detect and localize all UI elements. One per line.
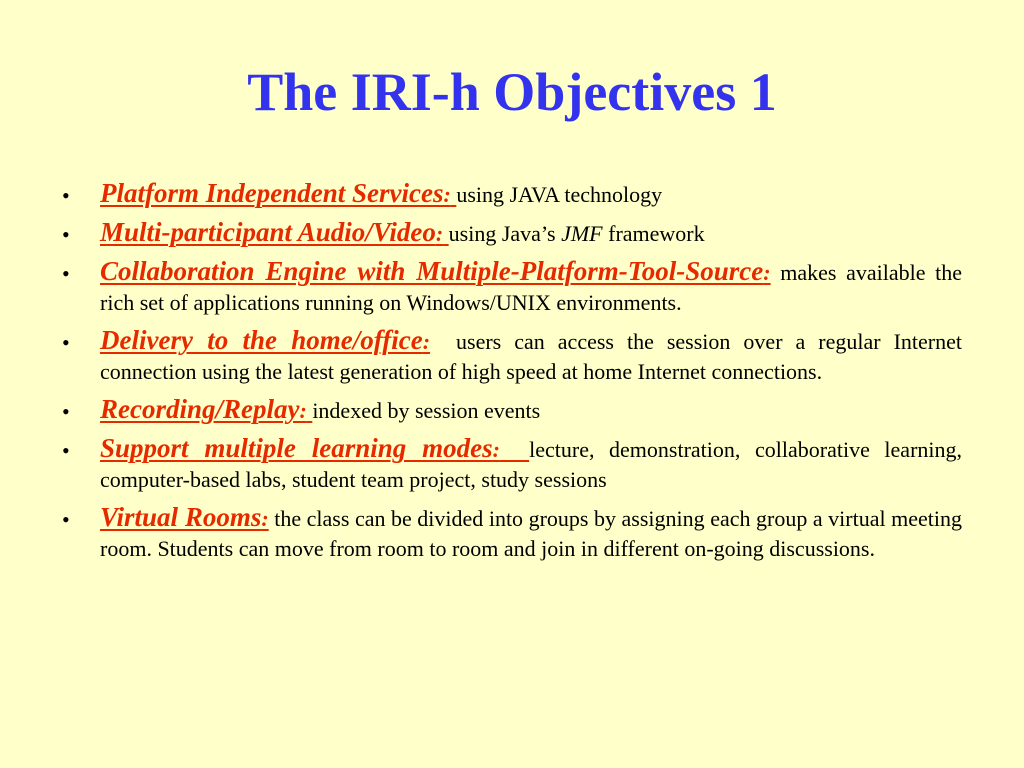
list-item bbox=[58, 217, 962, 249]
bullet-text: the class can be divided into groups by assigning each group a virtual meeting room. Students can move from room to room and join in different on-going discussions. bbox=[100, 506, 963, 561]
list-item bbox=[58, 502, 962, 564]
bullet-term: Virtual Rooms: bbox=[100, 502, 269, 532]
bullet-term: Collaboration Engine with Multiple-Platform-Tool-Source: bbox=[100, 256, 771, 286]
bullet-icon: • bbox=[62, 222, 70, 247]
bullet-text: lecture, demonstration, collaborative learning, computer-based labs, student team project, study sessions bbox=[100, 437, 963, 492]
slide-title: The IRI-h Objectives 1 bbox=[247, 62, 777, 122]
bullet-icon: • bbox=[62, 399, 70, 424]
bullet-term: Delivery to the home/office: bbox=[100, 325, 431, 355]
bullet-term: Support multiple learning modes: bbox=[100, 433, 500, 463]
bullet-icon: • bbox=[62, 330, 70, 355]
bullet-text: using Java’s JMF framework bbox=[448, 221, 705, 246]
objectives-list bbox=[58, 178, 962, 571]
bullet-icon: • bbox=[62, 261, 70, 286]
list-item bbox=[58, 178, 962, 210]
list-item bbox=[58, 433, 962, 495]
bullet-icon: • bbox=[62, 507, 70, 532]
bullet-text: makes available the rich set of applications running on Windows/UNIX environments. bbox=[100, 260, 962, 315]
list-item bbox=[58, 325, 962, 387]
bullet-term: Platform Independent Services: bbox=[100, 178, 451, 208]
bullet-text: users can access the session over a regular Internet connection using the latest generation of high speed at home Internet connections. bbox=[100, 329, 962, 384]
bullet-term: Multi-participant Audio/Video: bbox=[100, 217, 444, 247]
list-item bbox=[58, 394, 962, 426]
list-item bbox=[58, 256, 962, 318]
bullet-text: using JAVA technology bbox=[456, 182, 663, 207]
bullet-icon: • bbox=[62, 183, 70, 208]
bullet-text: indexed by session events bbox=[312, 398, 541, 423]
bullet-icon: • bbox=[62, 438, 70, 463]
bullet-term: Recording/Replay: bbox=[100, 394, 307, 424]
